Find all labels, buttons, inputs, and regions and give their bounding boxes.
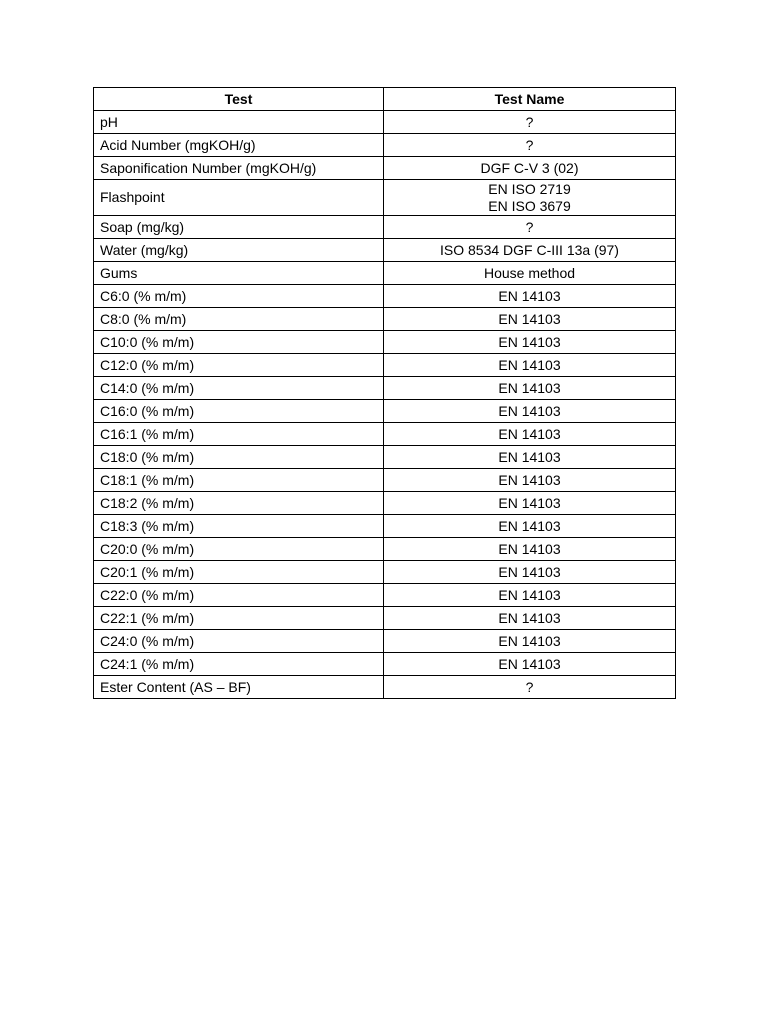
test-name-line: EN 14103: [498, 471, 561, 488]
header-row: [94, 88, 676, 111]
test-name-cell: [384, 630, 676, 653]
test-name-cell: [384, 492, 676, 515]
test-cell: Saponification Number (mgKOH/g): [94, 157, 384, 180]
table-row: [94, 285, 676, 308]
test-name-line: ISO 8534 DGF C-III 13a (97): [440, 241, 619, 258]
table-row: [94, 354, 676, 377]
test-name-line: EN 14103: [498, 379, 561, 396]
test-cell: C18:1 (% m/m): [94, 469, 384, 492]
test-methods-table: [93, 87, 676, 699]
table-row: [94, 239, 676, 262]
table-row: [94, 216, 676, 239]
test-name-line: DGF C-V 3 (02): [480, 159, 579, 176]
table-row: [94, 607, 676, 630]
test-name-line: EN 14103: [498, 287, 561, 304]
table-row: [94, 515, 676, 538]
test-name-cell: [384, 469, 676, 492]
table-row: [94, 180, 676, 216]
table-row: [94, 676, 676, 699]
table-body: [94, 111, 676, 699]
test-name-line: EN 14103: [498, 356, 561, 373]
test-name-cell: [384, 262, 676, 285]
table-row: [94, 331, 676, 354]
test-cell: C16:0 (% m/m): [94, 400, 384, 423]
test-name-cell: [384, 607, 676, 630]
test-cell: Soap (mg/kg): [94, 216, 384, 239]
test-name-line: House method: [483, 264, 576, 281]
test-cell: C24:0 (% m/m): [94, 630, 384, 653]
test-name-line: EN 14103: [498, 494, 561, 511]
table-row: [94, 423, 676, 446]
test-name-line: EN 14103: [498, 517, 561, 534]
test-cell: C10:0 (% m/m): [94, 331, 384, 354]
table-row: [94, 377, 676, 400]
test-cell: Ester Content (AS – BF): [94, 676, 384, 699]
test-name-cell: [384, 400, 676, 423]
test-cell: C22:1 (% m/m): [94, 607, 384, 630]
table-row: [94, 653, 676, 676]
test-name-cell: [384, 676, 676, 699]
test-name-line: EN ISO 3679: [488, 197, 571, 214]
table-row: [94, 111, 676, 134]
test-name-cell: [384, 446, 676, 469]
test-cell: C12:0 (% m/m): [94, 354, 384, 377]
test-name-cell: [384, 515, 676, 538]
test-name-cell: [384, 216, 676, 239]
test-cell: C20:1 (% m/m): [94, 561, 384, 584]
test-name-cell: [384, 134, 676, 157]
table-row: [94, 561, 676, 584]
test-name-cell: [384, 239, 676, 262]
table-row: [94, 400, 676, 423]
test-name-line: EN 14103: [498, 563, 561, 580]
test-name-cell: [384, 377, 676, 400]
table-row: [94, 630, 676, 653]
test-cell: Flashpoint: [94, 180, 384, 216]
table-header: [94, 88, 676, 111]
test-cell: C18:3 (% m/m): [94, 515, 384, 538]
test-name-line: ?: [525, 113, 534, 130]
test-cell: C6:0 (% m/m): [94, 285, 384, 308]
test-name-line: EN 14103: [498, 655, 561, 672]
test-name-cell: [384, 584, 676, 607]
test-name-cell: [384, 308, 676, 331]
test-name-line: EN 14103: [498, 333, 561, 350]
test-name-cell: [384, 561, 676, 584]
test-name-cell: [384, 285, 676, 308]
table-row: [94, 308, 676, 331]
test-name-line: EN 14103: [498, 425, 561, 442]
test-cell: Gums: [94, 262, 384, 285]
test-name-line: EN 14103: [498, 609, 561, 626]
test-name-cell: [384, 157, 676, 180]
test-name-line: EN 14103: [498, 632, 561, 649]
table-row: [94, 584, 676, 607]
test-name-line: EN 14103: [498, 540, 561, 557]
test-name-line: EN 14103: [498, 586, 561, 603]
test-cell: C18:0 (% m/m): [94, 446, 384, 469]
header-test-name: Test Name: [384, 88, 676, 111]
test-cell: C14:0 (% m/m): [94, 377, 384, 400]
table-row: [94, 157, 676, 180]
test-cell: C8:0 (% m/m): [94, 308, 384, 331]
header-test: Test: [94, 88, 384, 111]
test-name-cell: [384, 423, 676, 446]
test-name-line: EN 14103: [498, 448, 561, 465]
test-name-cell: [384, 354, 676, 377]
test-cell: Water (mg/kg): [94, 239, 384, 262]
test-name-cell: [384, 331, 676, 354]
test-name-line: EN 14103: [498, 310, 561, 327]
test-name-line: EN ISO 2719: [488, 180, 571, 197]
table-row: [94, 538, 676, 561]
test-name-line: EN 14103: [498, 402, 561, 419]
test-name-cell: [384, 538, 676, 561]
test-name-line: ?: [525, 218, 534, 235]
table-row: [94, 446, 676, 469]
test-cell: C22:0 (% m/m): [94, 584, 384, 607]
table-row: [94, 492, 676, 515]
test-cell: C24:1 (% m/m): [94, 653, 384, 676]
table-row: [94, 134, 676, 157]
test-cell: pH: [94, 111, 384, 134]
test-name-cell: [384, 653, 676, 676]
test-cell: C18:2 (% m/m): [94, 492, 384, 515]
test-name-line: ?: [525, 136, 534, 153]
test-cell: C20:0 (% m/m): [94, 538, 384, 561]
table-row: [94, 262, 676, 285]
test-cell: Acid Number (mgKOH/g): [94, 134, 384, 157]
test-name-line: ?: [525, 678, 534, 695]
table-row: [94, 469, 676, 492]
test-name-cell: [384, 111, 676, 134]
test-cell: C16:1 (% m/m): [94, 423, 384, 446]
test-name-cell: [384, 180, 676, 216]
